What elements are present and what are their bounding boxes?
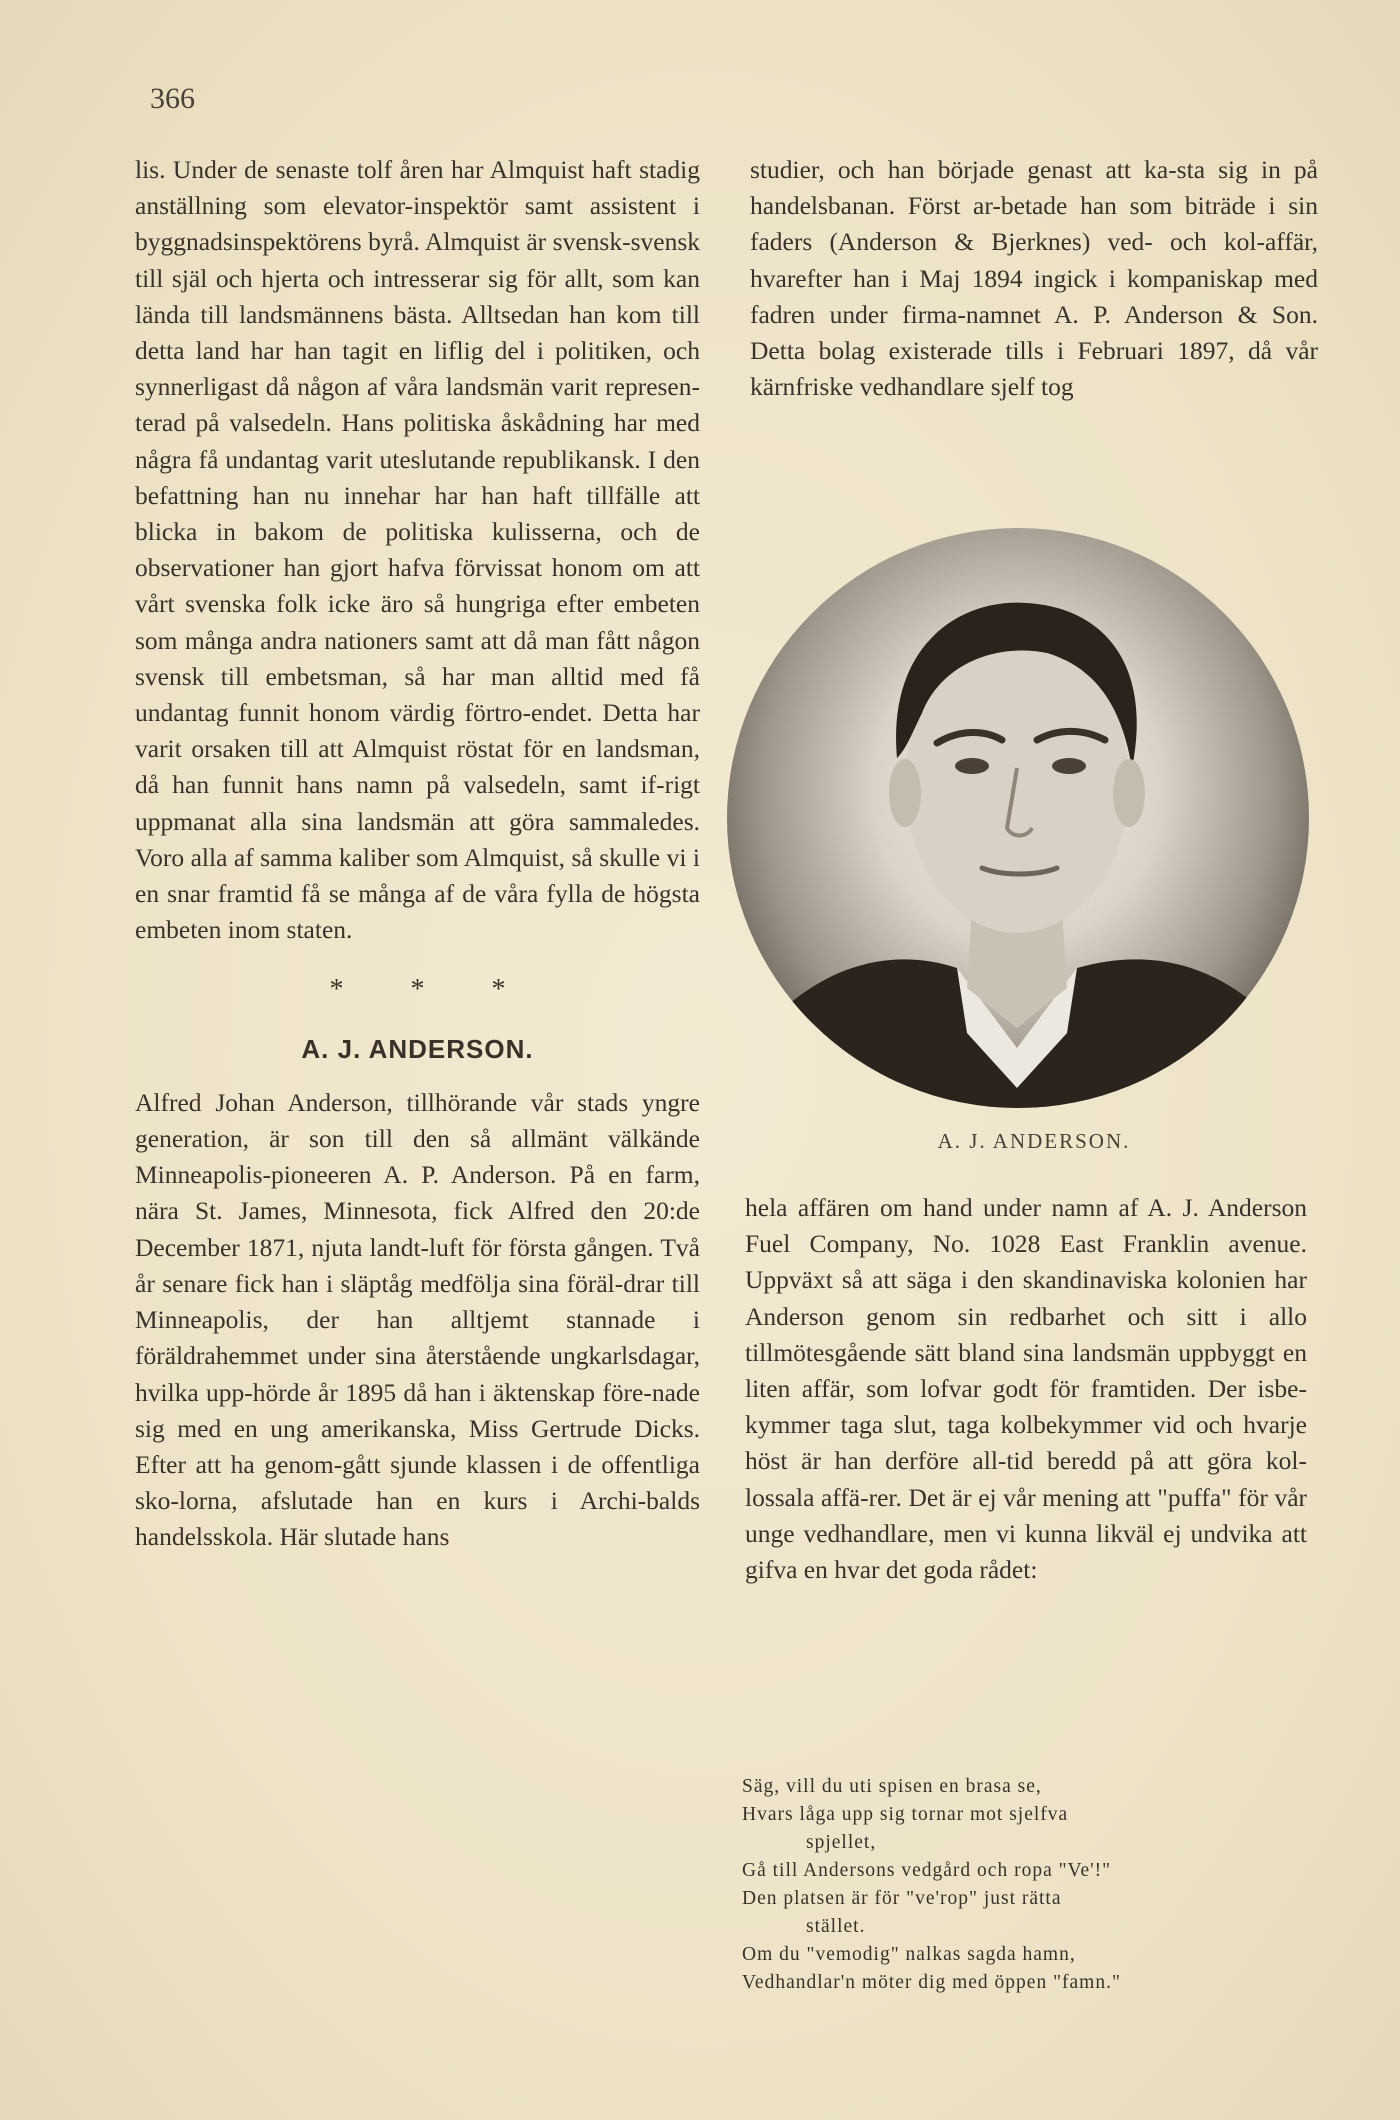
portrait-caption: A. J. ANDERSON.	[937, 1129, 1131, 1153]
poem-line: Vedhandlar'n möter dig med öppen "famn."	[742, 1972, 1121, 1993]
poem-line: Hvars låga upp sig tornar mot sjelfva	[742, 1804, 1069, 1825]
poem-line: Gå till Andersons vedgård och ropa "Ve'!"	[742, 1860, 1112, 1881]
page-number: 366	[150, 82, 195, 115]
almquist-paragraph: lis. Under de senaste tolf åren har Almquist haft stadig anställning som elevator-inspektör samt assistent i byggnadsinspektörens byrå. Almquist är svensk-svensk till själ och hjerta och intresserar sig för allt, som kan lända till landsmännens bästa. Alltsedan han kom till detta land har han tagit en liflig del i politiken, och synnerligast då någon af våra landsmän varit represen-terad på valsedeln. Hans politiska åskådning har med några få undantag varit uteslutande republikansk. I den befattning han nu innehar har han haft tillfälle att blicka in bakom de politiska kulisserna, och de observationer han gjort hafva förvissat honom om att vårt svenska folk icke äro så hungriga efter embeten som många andra nationers samt att då man fått någon svensk till embetsman, så har man alltid med få undantag funnit honom värdig förtro-endet. Detta har varit orsaken till att Almquist röstat för en landsman, då han funnit hans namn på valsedeln, samt if-rigt uppmanat alla sina landsmän att göra sammaledes. Voro alla af samma kaliber som Almquist, så skulle vi i en snar framtid få se många af de våra fylla de högsta embeten inom staten.	[135, 155, 700, 945]
section-heading: A. J. ANDERSON.	[301, 1033, 534, 1064]
left-column	[135, 152, 700, 1556]
anderson-paragraph-1: Alfred Johan Anderson, tillhörande vår stads yngre generation, är son till den så allmänt välkände Minneapolis-pioneeren A. P. Anderson. På en farm, nära St. James, Minnesota, fick Alfred den 20:de December 1871, njuta landt-luft för första gången. Två år senare fick han i släptåg medfölja sina föräl-drar till Minneapolis, der han alltjemt stannade i föräldrahemmet under sina återstående ungkarlsdagar, hvilka upp-hörde år 1895 då han i äktenskap före-nade sig med en ung amerikanska, Miss Gertrude Dicks. Efter att ha genom-gått sjunde klassen i de offentliga sko-lorna, afslutade han en kurs i Archi-balds handelsskola. Här slutade hans	[135, 1087, 700, 1552]
anderson-paragraph-2: studier, och han började genast att ka-sta sig in på handelsbanan. Först ar-betade han som biträde i sin faders (Anderson & Bjerknes) ved- och kol-affär, hvarefter han i Maj 1894 ingick i kompaniskap med fadren under firma-namnet A. P. Anderson & Son. Detta bolag existerade tills i Februari 1897, då vår kärnfriske vedhandlare sjelf tog	[750, 155, 1318, 402]
right-column-bottom	[745, 1190, 1307, 1588]
portrait-illustration	[727, 528, 1309, 1108]
portrait-photo	[727, 528, 1309, 1108]
anderson-paragraph-3: hela affären om hand under namn af A. J. Anderson Fuel Company, No. 1028 East Franklin avenue. Uppväxt så att säga i den skandinaviska kolonien har Anderson genom sin redbarhet och sitt i allo tillmötesgående sätt bland sina landsmän uppbyggt en liten affär, som lofvar godt för framtiden. Der isbe-kymmer taga slut, taga kolbekymmer vid och hvarje höst är han derföre all-tid beredd på att göra kol-lossala affä-rer. Det är ej vår mening att "puffa" för vår unge vedhandlare, men vi kunna likväl ej undvika att gifva en hvar det goda rådet:	[745, 1193, 1307, 1585]
poem-line-continuation: spjellet,	[806, 1832, 877, 1853]
section-separator: * * *	[329, 974, 536, 1006]
poem-line: Säg, vill du uti spisen en brasa se,	[742, 1776, 1042, 1797]
poem	[742, 1773, 1312, 1997]
poem-line: Om du "vemodig" nalkas sagda hamn,	[742, 1944, 1076, 1965]
poem-line: Den platsen är för "ve'rop" just rätta	[742, 1888, 1062, 1909]
poem-line-continuation: stället.	[806, 1916, 866, 1937]
right-column-top	[750, 152, 1318, 405]
